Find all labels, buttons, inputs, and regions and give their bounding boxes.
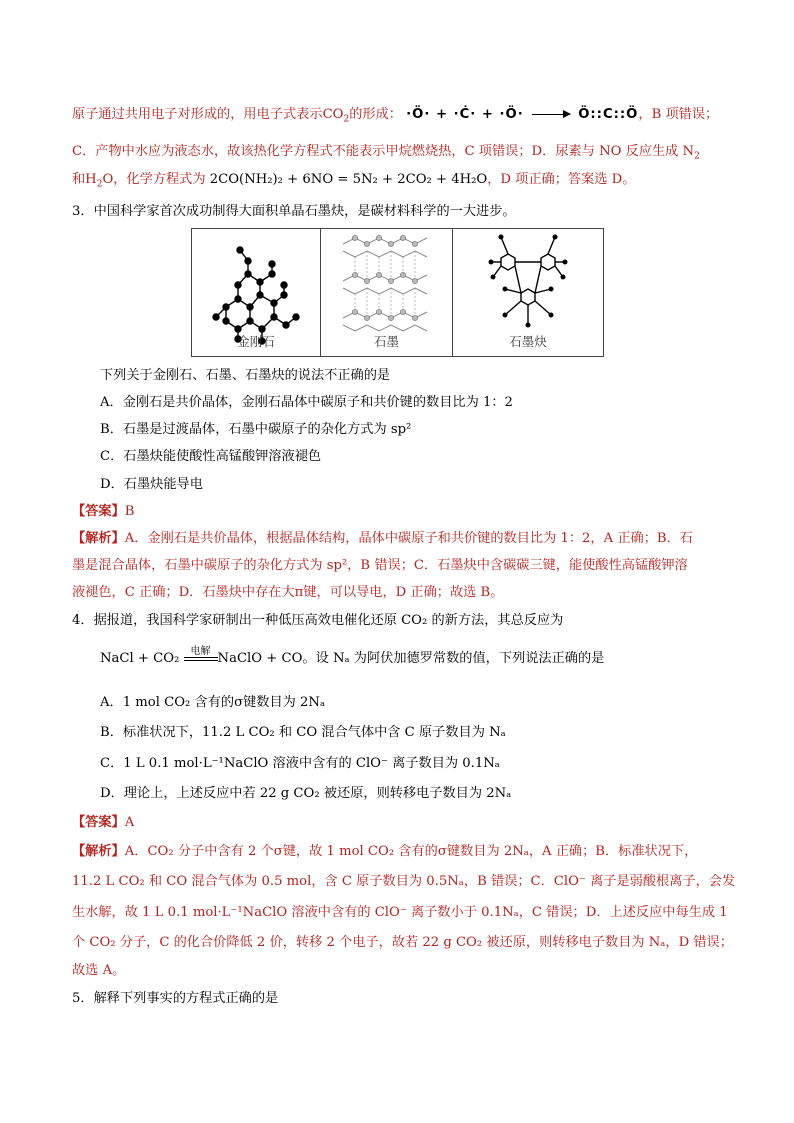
caption-diamond: 金刚石 [237,334,275,349]
carbon-allotrope-figure [191,228,604,357]
graphite-panel [321,229,453,356]
reaction-arrow [532,114,570,115]
text-line-c-d: C．产物中水应为液态水，故该热化学方程式不能表示甲烷燃烧热，C 项错误；D．尿素与 NO 反应生成 $N_2$ [72,144,700,162]
text-line-electron-formula [72,106,718,124]
line1-prefix: 原子通过共用电子对形成的，用电子式表示 [72,107,323,122]
q4-option-a: A．1 mol CO₂ 含有的σ键数目为 2Nₐ [100,695,326,710]
lewis-product: Ö::C::Ö [578,107,639,122]
caption-graphdiyne: 石墨炔 [509,334,547,349]
lewis-reactants: ·Ö· + ·Ċ· + ·Ö· [406,107,524,122]
question-3-prompt: 下列关于金刚石、石墨、石墨炔的说法不正确的是 [100,368,391,383]
q3-option-c: C．石墨炔能使酸性高锰酸钾溶液褪色 [100,449,322,464]
line1-mid: 的形成： [349,107,402,122]
electrolysis-condition: 电解 [184,657,218,661]
question-4-stem: 4．据报道，我国科学家研制出一种低压高效电催化还原 CO₂ 的新方法，其总反应为 [72,613,564,628]
q3-option-b: B．石墨是过渡晶体，石墨中碳原子的杂化方式为 sp² [100,422,412,437]
question-4-equation: NaCl + CO₂ 电解 NaClO + CO。设 Nₐ 为阿伏加德罗常数的值，下列说法正确的是 [100,645,605,666]
q3-option-d: D．石墨炔能导电 [100,477,203,492]
q3-answer: 【答案】B [72,504,135,519]
q4-analysis-line-5: 故选 A。 [72,963,126,978]
caption-graphite: 石墨 [373,334,399,349]
q4-option-b: B．标准状况下，11.2 L CO₂ 和 CO 混合气体中含 C 原子数目为 Nₐ [100,725,506,740]
line1-suffix: ，B 项错误； [638,107,719,122]
q4-analysis-line-1: 【解析】A．CO₂ 分子中含有 2 个σ键，故 1 mol CO₂ 含有的σ键数目为 2Nₐ，A 正确；B．标准状况下， [72,844,698,859]
question-3-stem: 3．中国科学家首次成功制得大面积单晶石墨炔，是碳材料科学的一大进步。 [72,204,516,219]
q4-analysis-line-2: 11.2 L CO₂ 和 CO 混合气体为 0.5 mol，含 C 原子数目为 0.5Nₐ，B 错误；C．ClO⁻ 离子是弱酸根离子，会发 [72,874,736,889]
q4-analysis-line-4: 个 CO₂ 分子，C 的化合价降低 2 价，转移 2 个电子，故若 22 g CO₂ 被还原，则转移电子数目为 Nₐ，D 错误； [72,935,733,950]
urea-equation: 2CO(NH₂)₂ + 6NO = 5N₂ + 2CO₂ + 4H₂O [209,172,488,187]
text-line-equation: 和$H_2O$，化学方程式为 2CO(NH₂)₂ + 6NO = 5N₂ + 2CO₂ + 4H₂O，D 项正确；答案选 D。 [72,172,636,190]
graphdiyne-panel [453,229,603,356]
q4-answer: 【答案】A [72,815,135,830]
q3-analysis-line-2: 墨是混合晶体，石墨中碳原子的杂化方式为 sp²，B 错误；C．石墨炔中含碳碳三键，能使酸性高锰酸钾溶 [72,558,688,573]
q4-option-d: D．理论上，上述反应中若 22 g CO₂ 被还原，则转移电子数目为 2Nₐ [100,786,512,801]
q3-analysis-line-1: 【解析】A．金刚石是共价晶体，根据晶体结构，晶体中碳原子和共价键的数目比为 1：2，A 正确；B．石 [72,531,693,546]
diamond-panel [192,229,321,356]
q3-analysis-line-3: 液褪色，C 正确；D．石墨炔中存在大π键，可以导电，D 正确；故选 B。 [72,585,504,600]
q3-option-a: A．金刚石是共价晶体，金刚石晶体中碳原子和共价键的数目比为 1：2 [100,395,513,410]
q4-option-c: C．1 L 0.1 mol·L⁻¹NaClO 溶液中含有的 ClO⁻ 离子数目为 0.1Nₐ [100,756,500,771]
question-5-stem: 5．解释下列事实的方程式正确的是 [72,991,279,1006]
co2-formula: $CO_2$ [322,107,350,125]
q4-analysis-line-3: 生水解，故 1 L 0.1 mol·L⁻¹NaClO 溶液中含有的 ClO⁻ 离子数小于 0.1Nₐ，C 错误；D．上述反应中每生成 1 [72,905,728,920]
